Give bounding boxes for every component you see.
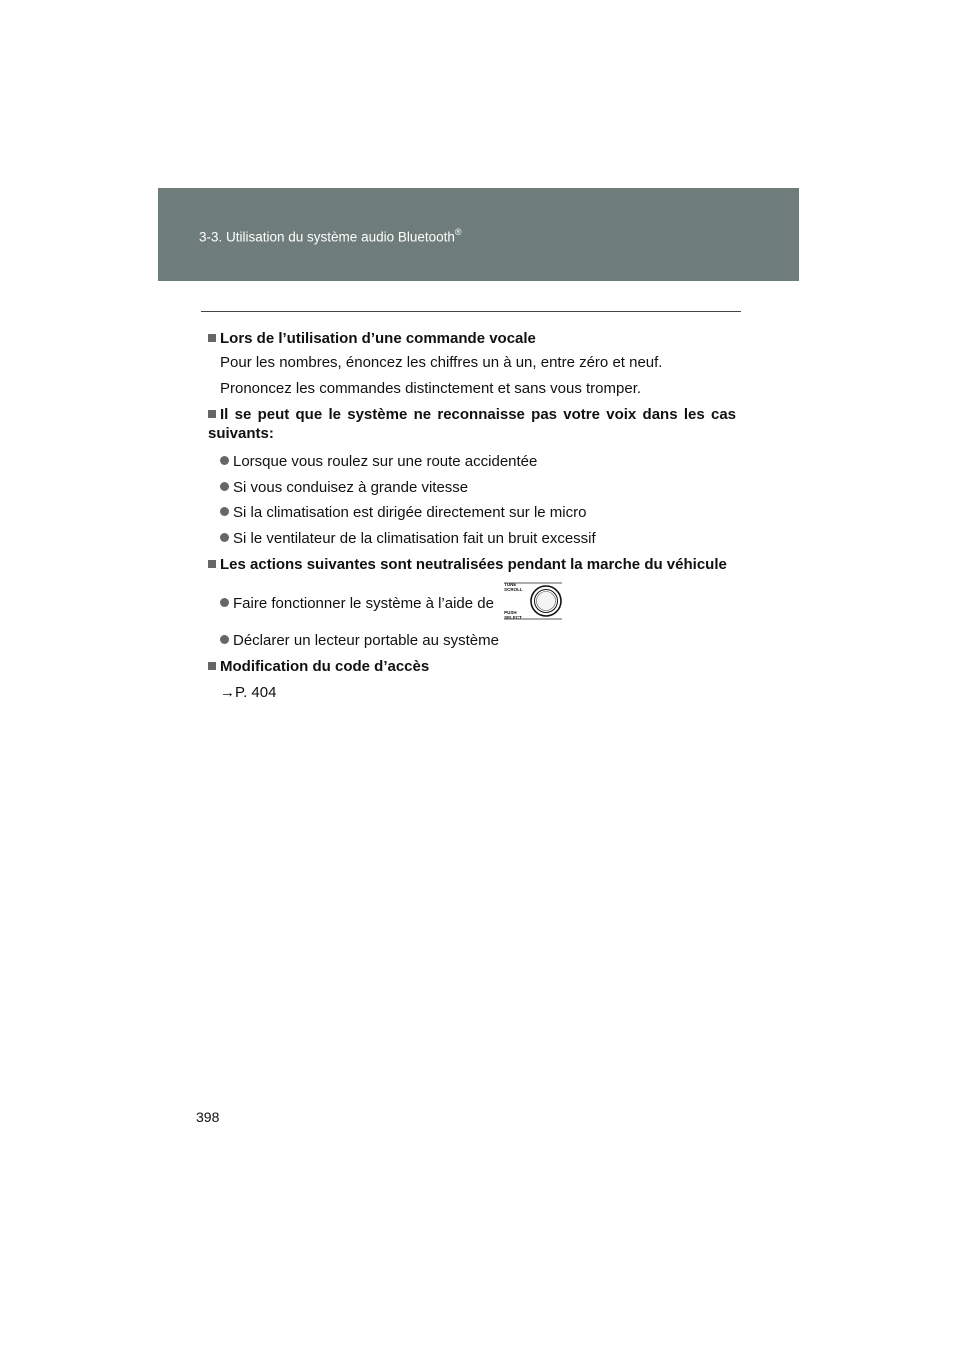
- list-item: Si la climatisation est dirigée directement sur le micro: [220, 503, 586, 522]
- knob-label-top: TUNE SCROLL: [504, 582, 523, 592]
- list-item: Déclarer un lecteur portable au système: [220, 631, 499, 650]
- paragraph-numbers: Pour les nombres, énoncez les chiffres un à un, entre zéro et neuf.: [220, 354, 663, 371]
- knob-label-bottom: PUSH SELECT: [504, 610, 522, 620]
- circle-bullet-icon: [220, 598, 229, 607]
- registered-mark: ®: [454, 227, 462, 237]
- list-item: Faire fonctionner le système à l’aide de TUNE SCROLL PUSH SELECT: [220, 585, 562, 623]
- square-icon: [208, 410, 216, 418]
- square-icon: [208, 662, 216, 670]
- heading-change-access-code: Modification du code d’accès: [208, 657, 744, 676]
- circle-bullet-icon: [220, 507, 229, 516]
- circle-bullet-icon: [220, 533, 229, 542]
- square-icon: [208, 334, 216, 342]
- section-header-band: [158, 188, 799, 281]
- square-icon: [208, 560, 216, 568]
- section-divider: [201, 311, 741, 312]
- circle-bullet-icon: [220, 635, 229, 644]
- list-item: Si le ventilateur de la climatisation fait un bruit excessif: [220, 529, 596, 548]
- paragraph-pronounce: Prononcez les commandes distinctement et sans vous tromper.: [220, 380, 642, 397]
- section-title: 3-3. Utilisation du système audio Bluetooth®: [199, 227, 462, 245]
- list-item: Si vous conduisez à grande vitesse: [220, 478, 468, 497]
- heading-voice-command: Lors de l’utilisation d’une commande vocale: [208, 329, 744, 348]
- page-number: 398: [196, 1109, 220, 1125]
- heading-voice-not-recognized: Il se peut que le système ne reconnaisse pas votre voix dans les cas suivants:: [208, 406, 736, 442]
- circle-bullet-icon: [220, 456, 229, 465]
- heading-disabled-actions: Les actions suivantes sont neutralisées pendant la marche du véhicule: [208, 555, 744, 574]
- list-item: Lorsque vous roulez sur une route accidentée: [220, 452, 537, 471]
- tune-select-knob-icon: [504, 582, 562, 620]
- page-reference: →P. 404: [220, 684, 277, 701]
- circle-bullet-icon: [220, 482, 229, 491]
